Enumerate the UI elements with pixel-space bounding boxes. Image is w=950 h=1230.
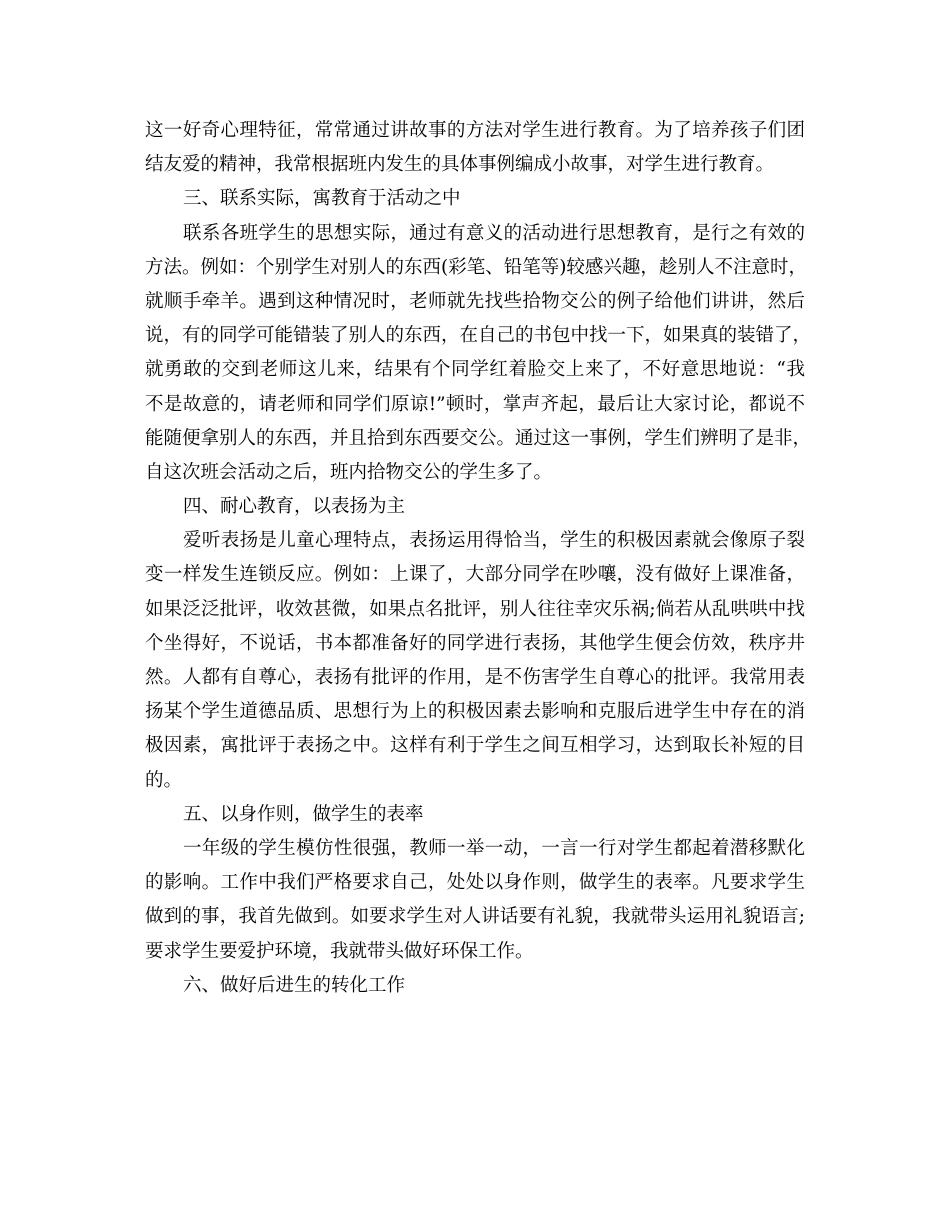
paragraph-line: 的影响。工作中我们严格要求自己，处处以身作则，做学生的表率。凡要求学生	[145, 872, 805, 894]
section-heading: 四、耐心教育，以表扬为主	[183, 496, 406, 518]
paragraph-line: 不是故意的，请老师和同学们原谅!”顿时，掌声齐起，最后让大家讨论，都说不	[145, 393, 805, 415]
paragraph-line: 做到的事，我首先做到。如要求学生对人讲话要有礼貌，我就带头运用礼貌语言;	[145, 906, 805, 928]
paragraph-line: 说，有的同学可能错装了别人的东西，在自己的书包中找一下，如果真的装错了，	[145, 325, 812, 347]
paragraph-line: 方法。例如：个别学生对别人的东西(彩笔、铅笔等)较感兴趣，趁别人不注意时，	[145, 256, 807, 278]
document-body	[145, 114, 812, 1003]
paragraph-line: 这一好奇心理特征，常常通过讲故事的方法对学生进行教育。为了培养孩子们团	[145, 120, 805, 141]
paragraph-line: 联系各班学生的思想实际，通过有意义的活动进行思想教育，是行之有效的	[183, 222, 805, 244]
paragraph-line: 的。	[145, 769, 183, 791]
paragraph-line: 如果泛泛批评，收效甚微，如果点名批评，别人往往幸灾乐祸;倘若从乱哄哄中找	[145, 598, 805, 620]
paragraph-line: 变一样发生连锁反应。例如：上课了，大部分同学在吵嚷，没有做好上课准备，	[145, 564, 805, 586]
paragraph-line: 要求学生要爱护环境，我就带头做好环保工作。	[145, 940, 534, 962]
paragraph-line: 一年级的学生模仿性很强，教师一举一动，一言一行对学生都起着潜移默化	[183, 837, 805, 859]
paragraph-line: 就勇敢的交到老师这儿来，结果有个同学红着脸交上来了，不好意思地说：“我	[145, 359, 805, 381]
section-heading: 五、以身作则，做学生的表率	[183, 803, 424, 825]
paragraph-line: 扬某个学生道德品质、思想行为上的积极因素去影响和克服后进学生中存在的消	[145, 701, 805, 723]
paragraph-line: 爱听表扬是儿童心理特点，表扬运用得恰当，学生的积极因素就会像原子裂	[183, 530, 805, 552]
paragraph-line: 结友爱的精神，我常根据班内发生的具体事例编成小故事，对学生进行教育。	[145, 154, 775, 176]
paragraph-line: 极因素，寓批评于表扬之中。这样有利于学生之间互相学习，达到取长补短的目	[145, 735, 805, 757]
paragraph-line: 自这次班会活动之后，班内拾物交公的学生多了。	[145, 461, 553, 483]
paragraph-line: 个坐得好，不说话，书本都准备好的同学进行表扬，其他学生便会仿效，秩序井	[145, 632, 805, 654]
paragraph-line: 就顺手牵羊。遇到这种情况时，老师就先找些拾物交公的例子给他们讲讲，然后	[145, 290, 805, 312]
section-heading: 六、做好后进生的转化工作	[183, 974, 406, 996]
section-heading: 三、联系实际，寓教育于活动之中	[183, 188, 461, 210]
paragraph-line: 能随便拿别人的东西，并且拾到东西要交公。通过这一事例，学生们辨明了是非，	[145, 427, 812, 449]
paragraph-line: 然。人都有自尊心，表扬有批评的作用，是不伤害学生自尊心的批评。我常用表	[145, 667, 805, 688]
